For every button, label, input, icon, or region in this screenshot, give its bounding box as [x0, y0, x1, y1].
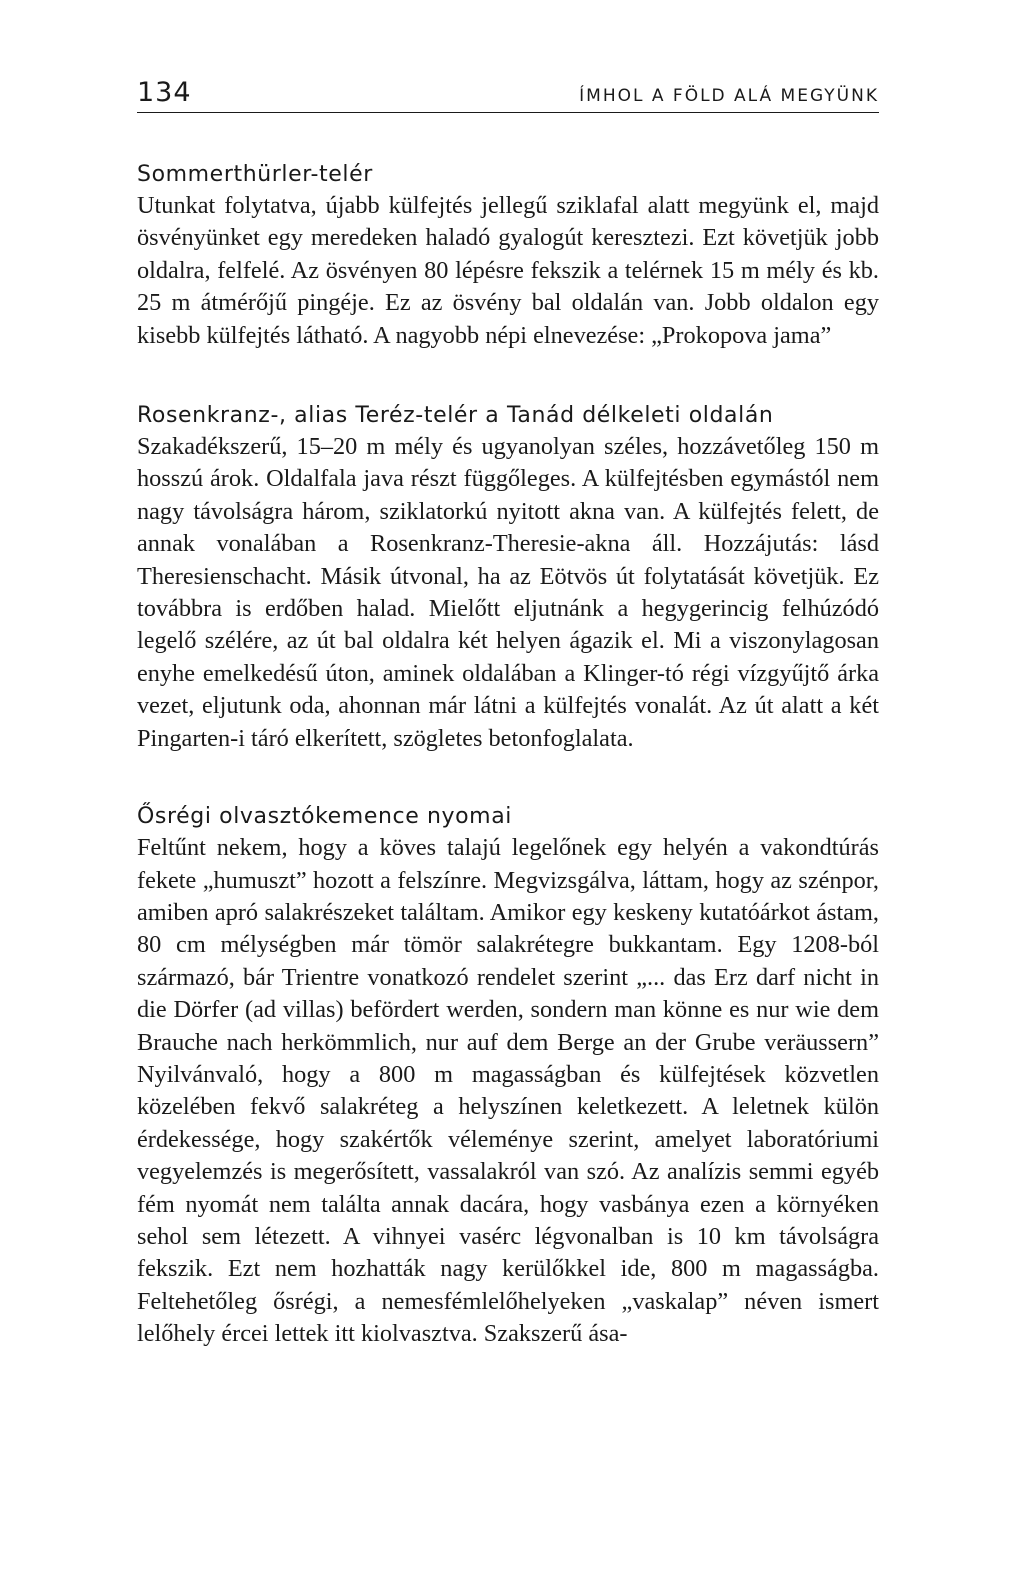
- section-body: Feltűnt nekem, hogy a köves talajú legelőnek egy helyén a vakondtúrás fekete „humuszt” hozott a felszínre. Megvizsgálva, láttam, hogy az szénpor, amiben apró salakrészeket találtam. Amikor egy keskeny kutatóárkot ástam, 80 cm mélységben már tömör salakrétegre bukkantam. Egy 1208-ból származó, bár Trientre vonatkozó rendelet szerint „... das Erz darf nicht in die Dörfer (ad villas) befördert werden, sondern man könne es nur wie dem Brauche nach herkömmlich, nur auf dem Berge an der Grube veräussern” Nyilvánvaló, hogy a 800 m magasságban és külfejtések közvetlen közelében fekvő salakréteg a helyszínen keletkezett. A leletnek külön érdekessége, hogy szakértők véleménye szerint, amelyet laboratóriumi vegyelemzés is megerősített, vassalakról van szó. Az analízis semmi egyéb fém nyomát nem találta annak dacára, hogy vasbánya ezen a környéken sehol sem létezett. A vihnyei vasérc légvonalban is 10 km távolságra fekszik. Ezt nem hozhatták nagy kerülőkkel ide, 800 m magasságba. Feltehetőleg ősrégi, a nemesfémlelőhelyeken „vaskalap” néven ismert lelőhely ércei lettek itt kiolvasztva. Szakszerű ása-: [137, 834, 879, 1348]
- running-head: [137, 72, 879, 113]
- section-body: Szakadékszerű, 15–20 m mély és ugyanolyan széles, hozzávetőleg 150 m hosszú árok. Oldalfala java részt függőleges. A külfejtésben egymástól nem nagy távolságra három, sziklatorkú nyitott akna van. A külfejtés felett, de annak vonalában a Rosenkranz-Theresie-akna áll. Hozzájutás: lásd Theresienschacht. Másik útvonal, ha az Eötvös út folytatását követjük. Ez továbbra is erdőben halad. Mielőtt eljutnánk a hegygerincig felhúzódó legelő szélére, az út bal oldalra két helyen ágazik el. Mi a viszonylagosan enyhe emelkedésű úton, aminek oldalában a Klinger-tó régi vízgyűjtő árka vezet, eljutunk oda, ahonnan már látni a külfejtés vonalát. Az út alatt a két Pingarten-i táró elkerített, szögletes betonfoglalata.: [137, 433, 879, 752]
- section-heading: Sommerthürler-telér: [137, 162, 373, 187]
- section-heading: Rosenkranz-, alias Teréz-telér a Tanád délkeleti oldalán: [137, 403, 774, 429]
- book-page: [137, 72, 879, 1351]
- section-body: Utunkat folytatva, újabb külfejtés jellegű sziklafal alatt megyünk el, majd ösvényünket egy meredeken haladó gyalogút keresztezi. Ezt követjük jobb oldalra, felfelé. Az ösvényen 80 lépésre fekszik a telérnek 15 m mély és kb. 25 m átmérőjű pingéje. Ez az ösvény bal oldalán van. Jobb oldalon egy kisebb külfejtés látható. A nagyobb népi elnevezése: „Prokopova jama”: [137, 192, 879, 349]
- section-sommerthurler: [137, 153, 879, 352]
- section-osregi: [137, 795, 879, 1351]
- running-title: ÍMHOL A FÖLD ALÁ MEGYÜNK: [579, 86, 879, 106]
- section-heading: Ősrégi olvasztókemence nyomai: [137, 804, 512, 830]
- page-number: 134: [137, 77, 192, 108]
- section-rosenkranz: [137, 394, 879, 755]
